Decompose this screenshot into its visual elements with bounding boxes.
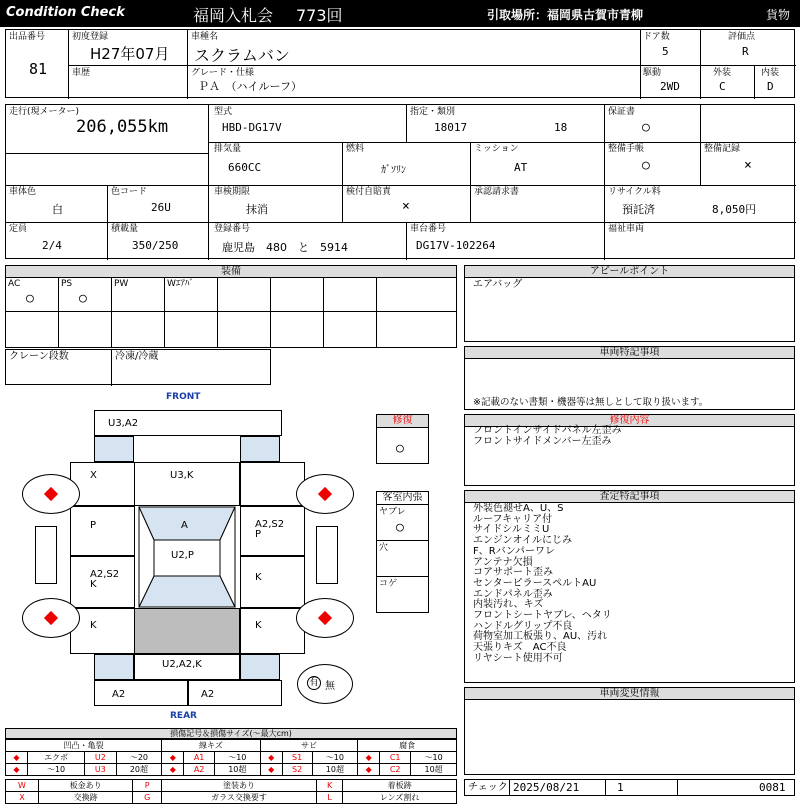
repair-detail-panel: [464, 414, 795, 486]
legend-scratch-b: ～10: [214, 752, 260, 764]
pickup-location: 引取場所：福岡県古賀市青柳: [487, 8, 644, 22]
first-reg-value: H27年07月: [90, 45, 170, 63]
fuel-label: 燃料: [346, 144, 365, 154]
damage-legend: 損傷記号＆損傷サイズ(～最大cm) 凹凸・亀裂 線キズ サビ 腐食 ◆ エクボ U2 ～20 ◆ A1 ～10 ◆ S1 ～10 ◆ C1 ～10 ◆ ～10 U3 20超 ◆ A2 10超 ◆ S2 10超 ◆ C2 10超 W 板金あり P 塗装あり K 着板跡 X 交換跡 G ガラス交換要す L レンズ割れ: [5, 728, 457, 804]
legend-code-l: L: [317, 792, 343, 804]
equip-label-ac: AC: [8, 279, 21, 289]
legend-corr-c: C2: [380, 764, 411, 776]
color-code-label: 色コード: [111, 187, 148, 197]
model-name: スクラムバン: [194, 46, 290, 65]
doors-value: 5: [662, 45, 669, 58]
tire-front-right: [296, 474, 354, 514]
spec-value-2: 18: [554, 121, 568, 134]
brand-title: Condition Check: [6, 5, 125, 20]
legend-corr-b: ～10: [411, 752, 457, 764]
legend-rust-c: S2: [282, 764, 312, 776]
maint-book-label: 整備手帳: [608, 144, 645, 154]
legend-dent-c: ～20: [116, 752, 162, 764]
check-label: チェック: [468, 782, 508, 793]
header-bar: [0, 0, 800, 27]
part-left-front-door: P: [90, 520, 97, 531]
appeal-text: エアバッグ: [473, 279, 523, 290]
special-title: 車両特記事項: [465, 347, 794, 359]
doors-label: ドア数: [643, 32, 670, 42]
cabin-hole-label: 穴: [379, 543, 389, 553]
capacity-value: 2/4: [42, 239, 62, 252]
part-right-rear-door: K: [255, 572, 262, 583]
tire-rear-right: [296, 598, 354, 638]
part-roof: U2,P: [171, 550, 194, 561]
legend-code-k: K: [317, 780, 343, 792]
legend-code-l-desc: レンズ割れ: [343, 792, 457, 804]
chassis-value: DG17V-102264: [416, 239, 496, 252]
mileage-value: 206,055km: [76, 117, 169, 137]
special-note: ※記載のない書類・機器等は無しとして取り扱います。: [473, 397, 709, 408]
mileage-label: 走行(現メーター): [9, 107, 80, 117]
grade-label: グレード・仕様: [191, 68, 255, 78]
equip-value-ac: ○: [26, 291, 34, 306]
maint-rec-label: 整備記録: [704, 144, 741, 154]
part-windshield: A: [181, 520, 188, 531]
lot-number: 81: [29, 60, 48, 78]
legend-group-scratch: 線キズ: [162, 740, 260, 752]
check-number: 1: [617, 781, 624, 794]
auction-session: 773回: [296, 6, 343, 25]
cabin-yable-value: ○: [396, 520, 404, 535]
equipment-panel: [5, 265, 457, 348]
legend-code-x: X: [6, 792, 39, 804]
inspection-notes-panel: [464, 490, 795, 683]
part-right-front-door: A2,S2 P: [255, 519, 285, 540]
spare-no: 無: [325, 681, 335, 692]
part-back-door: U2,A2,K: [162, 659, 202, 670]
vehicle-info-block-2: [5, 104, 795, 259]
warranty-value: ○: [642, 120, 650, 135]
mission-value: AT: [514, 161, 528, 174]
legend-dent-e: U3: [85, 764, 116, 776]
legend-dent-f: 20超: [116, 764, 162, 776]
fuel-value: ｶﾞｿﾘﾝ: [381, 165, 406, 176]
spec-label: 指定・類別: [410, 107, 456, 117]
repair-box: [376, 414, 429, 464]
maint-rec-value: ×: [744, 158, 752, 173]
legend-code-p: P: [133, 780, 162, 792]
legend-dent-a: エクボ: [27, 752, 84, 764]
reg-no-label: 登録番号: [214, 224, 251, 234]
body-color-label: 車体色: [9, 187, 37, 197]
repair-label: 修復: [377, 415, 428, 428]
inspection-notes-text: 外装色褪せA、U、S ルーフキャリア付 サイドシルミミU エンジンオイルにじみ F、Rバンパーワレ アンテナ欠損 コアサポート歪み センターピラースペルトAU エンドパネル歪み 内装汚れ、キズ フロントシートヤブレ、ヘタリ ハンドルグリップ不良 荷物室加工板張り、AU、汚れ 天張りキズ AC不良 リヤシート使用不可: [473, 503, 612, 664]
inspection-notes-title: 査定特記事項: [465, 491, 794, 503]
body-color-value: 白: [52, 203, 63, 216]
part-right-quarter: K: [255, 620, 262, 631]
tire-rear-left: [22, 598, 80, 638]
front-label: FRONT: [166, 392, 201, 402]
legend-rust-b: ～10: [312, 752, 358, 764]
legend-group-rust: サビ: [260, 740, 358, 752]
inspection-value: 抹消: [246, 203, 268, 216]
legend-code-x-desc: 交換跡: [38, 792, 132, 804]
cabin-panel: [376, 491, 429, 613]
cabin-yable-label: ヤブレ: [379, 507, 406, 517]
displacement-value: 660CC: [228, 161, 262, 174]
model-name-label: 車種名: [191, 32, 219, 42]
grade-value: ＰＡ （ハイルーフ）: [198, 80, 302, 93]
spec-value-1: 18017: [434, 121, 468, 134]
legend-code-p-desc: 塗装あり: [161, 780, 316, 792]
legend-title: 損傷記号＆損傷サイズ(～最大cm): [5, 728, 457, 739]
approval-label: 承認請求書: [474, 187, 520, 197]
legend-rust-a: S1: [282, 752, 312, 764]
drive-label: 駆動: [643, 68, 662, 78]
repair-value: ○: [396, 441, 404, 456]
capacity-label: 定員: [9, 224, 28, 234]
cabin-title: 客室内張: [377, 492, 428, 505]
legend-code-w: W: [6, 780, 39, 792]
tire-front-left: [22, 474, 80, 514]
exterior-label: 外装: [713, 68, 732, 78]
auction-name: 福岡入札会: [193, 6, 274, 25]
repair-detail-title: 修復内容: [465, 415, 794, 427]
insurance-label: 検付自賠責: [346, 187, 392, 197]
legend-scratch-c: A2: [184, 764, 215, 776]
equipment-title: 装備: [6, 266, 456, 278]
legend-group-corrosion: 腐食: [358, 740, 457, 752]
appeal-panel: [464, 265, 795, 342]
special-notes-panel: [464, 346, 795, 410]
equip-label-airbag: Wｴｱﾊﾞ: [167, 279, 194, 289]
warranty-label: 保証書: [608, 107, 636, 117]
type-label: 型式: [214, 107, 233, 117]
displacement-label: 排気量: [214, 144, 242, 154]
interior-value: D: [767, 80, 774, 93]
recycle-status: 預託済: [622, 203, 655, 216]
color-code-value: 26U: [151, 201, 171, 214]
drive-value: 2WD: [660, 80, 680, 93]
legend-corr-d: 10超: [411, 764, 457, 776]
legend-dent-b: U2: [85, 752, 116, 764]
type-value: HBD-DG17V: [222, 121, 282, 134]
mission-label: ミッション: [474, 144, 519, 154]
vehicle-info-block-1: [5, 29, 795, 98]
legend-dent-d: ～10: [27, 764, 84, 776]
check-date: 2025/08/21: [513, 781, 580, 794]
part-left-fender: X: [90, 470, 97, 481]
fridge-label: 冷凍/冷蔵: [115, 351, 159, 362]
equip-label-pw: PW: [114, 279, 129, 289]
equip-value-ps: ○: [79, 291, 87, 306]
spare-yes: 有: [309, 677, 319, 688]
crane-label: クレーン段数: [9, 351, 69, 362]
welfare-label: 福祉車両: [608, 224, 645, 234]
grade-score-label: 評価点: [728, 32, 756, 42]
check-code: 0081: [759, 781, 786, 794]
grade-score: R: [742, 45, 749, 58]
vehicle-category: 貨物: [766, 8, 791, 22]
legend-scratch-d: 10超: [214, 764, 260, 776]
repair-detail-text: フロントインサイドパネル左歪み フロントサイドメンバー左歪み: [473, 425, 622, 447]
part-hood: U3,K: [170, 470, 194, 481]
recycle-label: リサイクル料: [608, 187, 661, 197]
part-left-rear-door: A2,S2 K: [90, 569, 120, 590]
check-footer: [464, 779, 795, 796]
part-rear-bumper-left: A2: [112, 689, 126, 700]
insurance-value: ×: [402, 199, 410, 214]
legend-code-g: G: [133, 792, 162, 804]
appeal-title: アピールポイント: [465, 266, 794, 278]
change-info-panel: [464, 687, 795, 775]
change-info-title: 車両変更情報: [465, 688, 794, 700]
lot-number-label: 出品番号: [9, 32, 46, 42]
legend-rust-d: 10超: [312, 764, 358, 776]
first-reg-label: 初度登録: [72, 32, 109, 42]
history-label: 車歴: [72, 68, 91, 78]
part-left-quarter: K: [90, 620, 97, 631]
legend-code-w-desc: 板金あり: [38, 780, 132, 792]
legend-code-g-desc: ガラス交換要す: [161, 792, 316, 804]
legend-scratch-a: A1: [184, 752, 215, 764]
load-label: 積載量: [111, 224, 139, 234]
cabin-burn-label: コゲ: [379, 579, 398, 589]
maint-book-value: ○: [642, 158, 650, 173]
legend-group-dent: 凹凸・亀裂: [6, 740, 162, 752]
part-front-bumper: U3,A2: [108, 418, 139, 429]
exterior-value: C: [719, 80, 726, 93]
inspection-label: 車検期限: [214, 187, 251, 197]
chassis-label: 車台番号: [410, 224, 447, 234]
reg-no-value: 鹿児島 480 と 5914: [222, 241, 348, 254]
crane-fridge-panel: [5, 349, 271, 385]
interior-label: 内装: [761, 68, 780, 78]
legend-code-k-desc: 着板跡: [343, 780, 457, 792]
equip-label-ps: PS: [61, 279, 73, 289]
load-value: 350/250: [132, 239, 179, 252]
legend-corr-a: C1: [380, 752, 411, 764]
part-rear-bumper-right: A2: [201, 689, 215, 700]
rear-label: REAR: [170, 711, 197, 721]
recycle-fee: 8,050円: [712, 203, 757, 216]
